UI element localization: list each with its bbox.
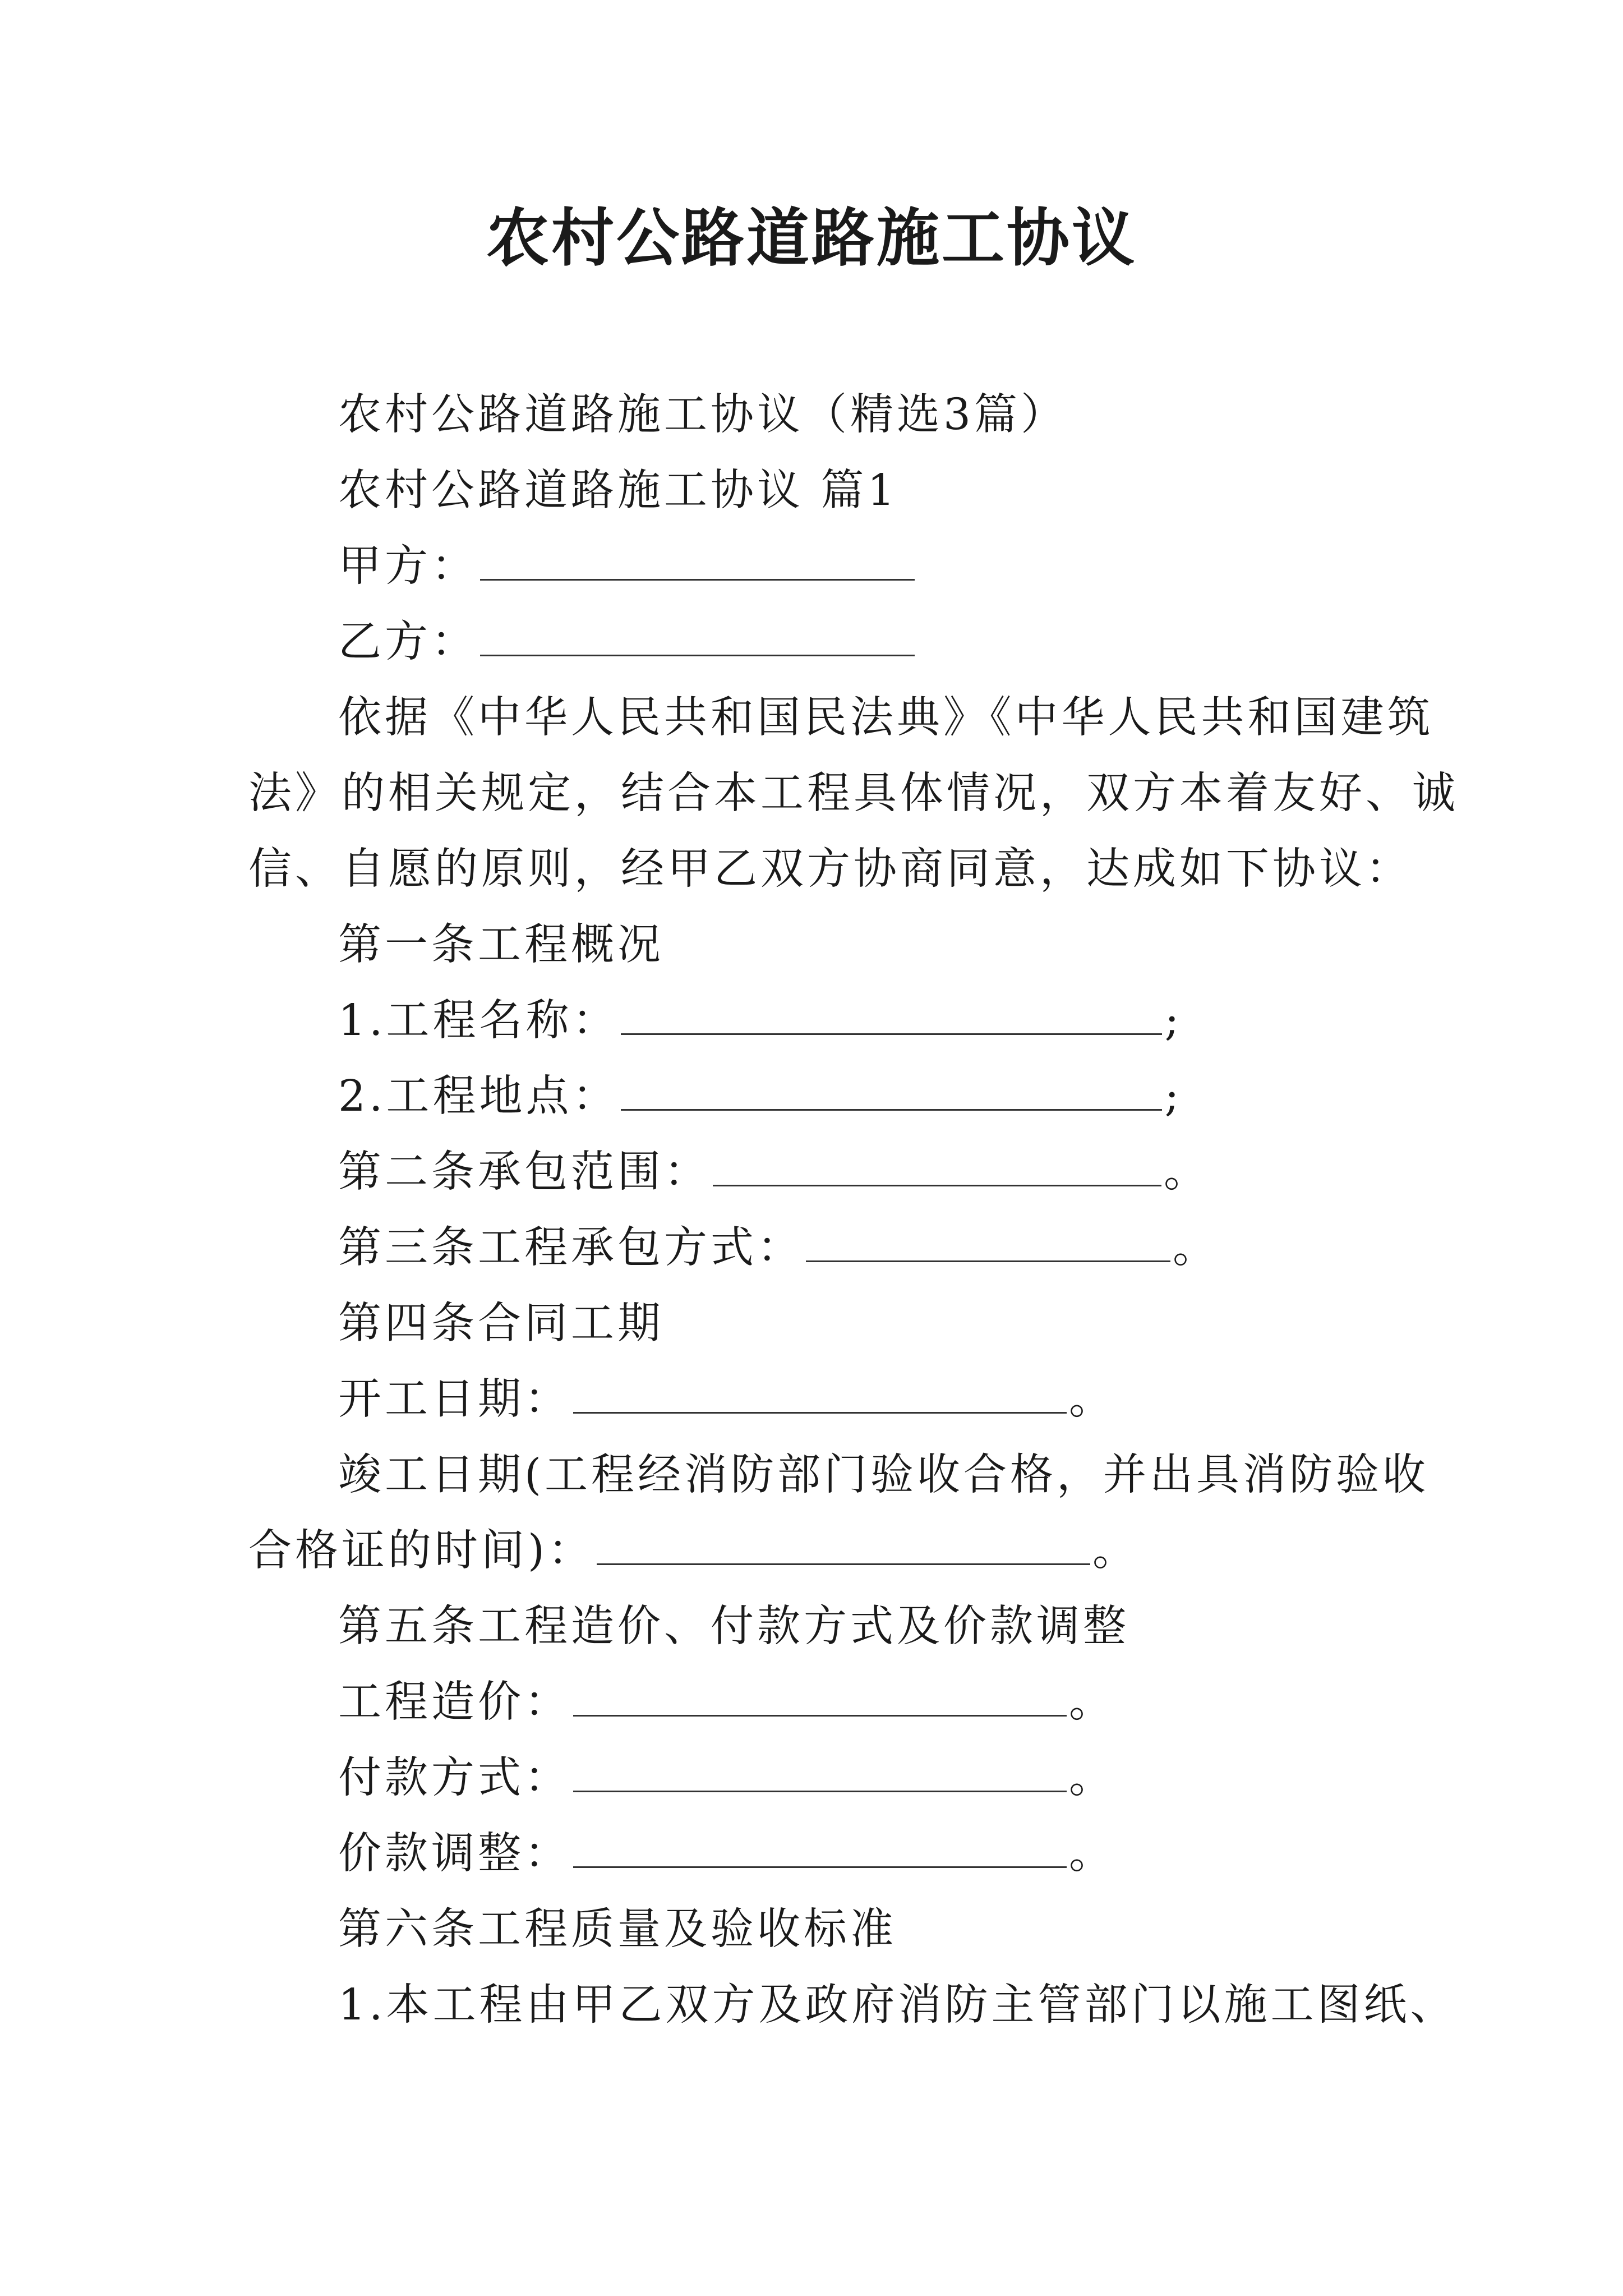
section-heading: 农村公路道路施工协议 篇1 (338, 466, 898, 516)
subtitle: 农村公路道路施工协议（精选3篇） (338, 390, 1067, 440)
article-2-label: 第二条承包范围： (338, 1147, 711, 1197)
start-date-label: 开工日期： (338, 1374, 571, 1424)
completion-line-1: 竣工日期(工程经消防部门验收合格，并出具消防验收 (338, 1450, 1430, 1500)
completion-label: 合格证的时间)： (248, 1526, 595, 1576)
project-name-line (338, 993, 1182, 1049)
party-b-line (338, 614, 917, 670)
document-title: 农村公路道路施工协议 (486, 201, 1137, 275)
party-a-label: 甲方： (338, 541, 478, 591)
article-3-line (338, 1220, 1219, 1276)
period: 。 (1173, 1223, 1219, 1273)
payment-label: 付款方式： (338, 1753, 571, 1803)
payment-blank (573, 1757, 1067, 1792)
adjust-line (338, 1826, 1115, 1882)
period: 。 (1069, 1374, 1115, 1424)
period: 。 (1069, 1677, 1115, 1727)
project-name-blank (621, 1000, 1162, 1035)
article-4-heading: 第四条合同工期 (338, 1299, 664, 1349)
article-3-label: 第三条工程承包方式： (338, 1223, 804, 1273)
cost-label: 工程造价： (338, 1677, 571, 1727)
article-1-heading: 第一条工程概况 (338, 920, 664, 970)
article-3-blank (806, 1227, 1170, 1262)
intro-line-3: 信、自愿的原则，经甲乙双方协商同意，达成如下协议： (248, 844, 1412, 894)
start-date-blank (573, 1378, 1067, 1414)
completion-blank (597, 1530, 1090, 1565)
party-a-blank (480, 545, 915, 581)
project-location-line (338, 1069, 1182, 1125)
party-b-blank (480, 621, 915, 656)
period: 。 (1164, 1147, 1210, 1197)
party-b-label: 乙方： (338, 617, 478, 667)
project-name-label: 1.工程名称： (338, 996, 619, 1046)
intro-line-2: 法》的相关规定，结合本工程具体情况，双方本着友好、诚 (248, 769, 1459, 818)
article-2-blank (713, 1151, 1161, 1186)
completion-line-2 (248, 1523, 1139, 1579)
project-location-label: 2.工程地点： (338, 1071, 619, 1121)
quality-line-1: 1.本工程由甲乙双方及政府消防主管部门以施工图纸、 (338, 1980, 1457, 2030)
cost-line (338, 1674, 1115, 1731)
article-5-heading: 第五条工程造价、付款方式及价款调整 (338, 1602, 1129, 1651)
period: 。 (1069, 1753, 1115, 1803)
article-2-line (338, 1144, 1210, 1200)
article-6-heading: 第六条工程质量及验收标准 (338, 1904, 897, 1954)
adjust-blank (573, 1833, 1067, 1868)
start-date-line (338, 1372, 1115, 1428)
intro-line-1: 依据《中华人民共和国民法典》《中华人民共和国建筑 (338, 693, 1434, 743)
payment-line (338, 1750, 1115, 1806)
adjust-label: 价款调整： (338, 1829, 571, 1879)
party-a-line (338, 539, 917, 595)
period: 。 (1069, 1829, 1115, 1879)
semicolon: ; (1164, 1071, 1183, 1121)
period: 。 (1092, 1526, 1140, 1576)
semicolon: ; (1164, 996, 1183, 1046)
cost-blank (573, 1681, 1067, 1717)
project-location-blank (621, 1075, 1162, 1111)
